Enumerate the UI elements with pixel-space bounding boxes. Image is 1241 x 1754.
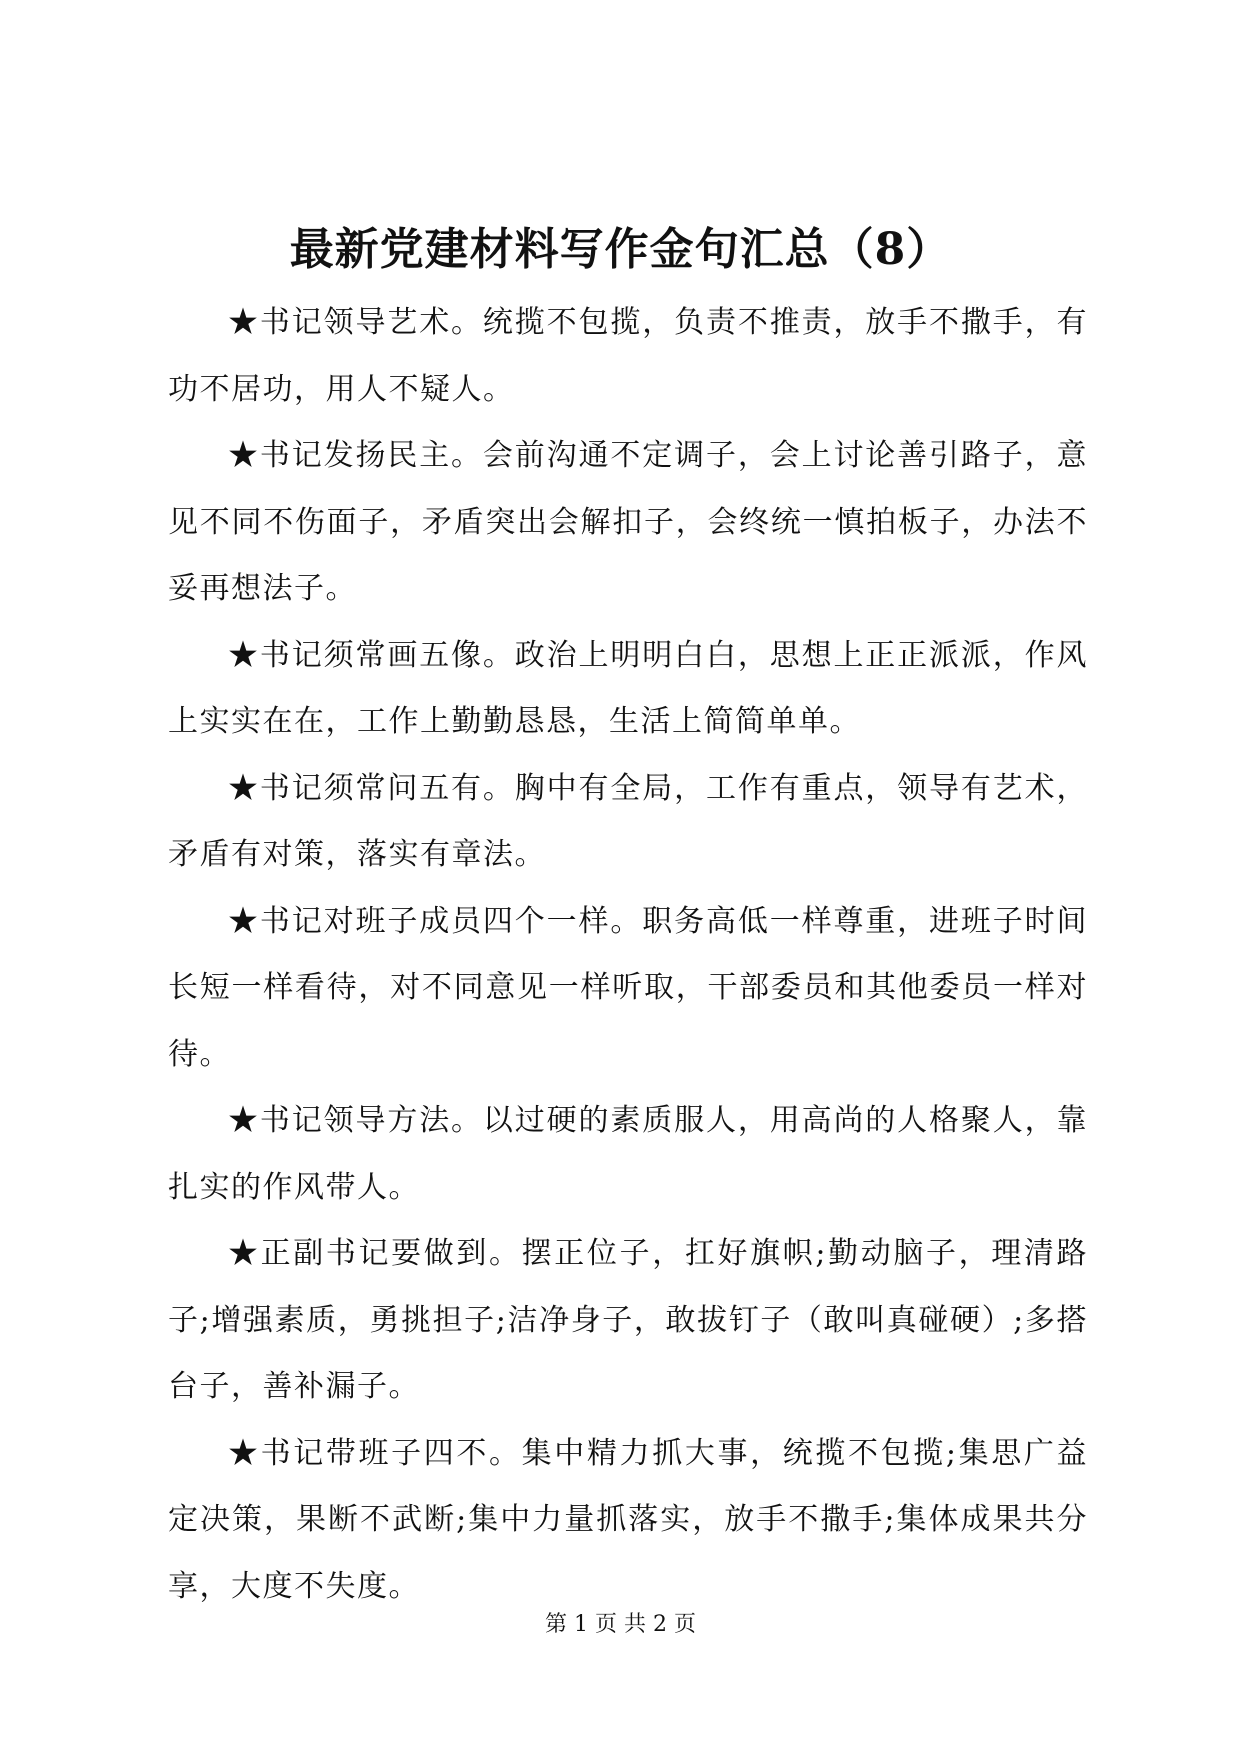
document-title: 最新党建材料写作金句汇总（8）	[289, 224, 952, 275]
paragraph: ★书记须常画五像。政治上明明白白，思想上正正派派，作风上实实在在，工作上勤勤恳恳，生活上简简单单。	[168, 637, 1088, 739]
page-footer: 第 1 页 共 2 页	[545, 1612, 696, 1637]
paragraph: ★书记须常问五有。胸中有全局，工作有重点，领导有艺术，矛盾有对策，落实有章法。	[168, 770, 1088, 872]
paragraph: ★书记对班子成员四个一样。职务高低一样尊重，进班子时间长短一样看待，对不同意见一样听取，干部委员和其他委员一样对待。	[168, 903, 1088, 1072]
paragraph: ★书记领导艺术。统揽不包揽，负责不推责，放手不撒手，有功不居功，用人不疑人。	[168, 305, 1088, 407]
paragraph: ★书记领导方法。以过硬的素质服人，用高尚的人格聚人，靠扎实的作风带人。	[168, 1103, 1088, 1205]
paragraph: ★正副书记要做到。摆正位子，扛好旗帜;勤动脑子，理清路子;增强素质，勇挑担子;洁净身子，敢拔钉子（敢叫真碰硬）;多搭台子，善补漏子。	[168, 1236, 1088, 1404]
document-body	[168, 290, 1088, 1620]
paragraph: ★书记发扬民主。会前沟通不定调子，会上讨论善引路子，意见不同不伤面子，矛盾突出会解扣子，会终统一慎拍板子，办法不妥再想法子。	[168, 438, 1088, 606]
paragraph: ★书记带班子四不。集中精力抓大事，统揽不包揽;集思广益定决策，果断不武断;集中力量抓落实，放手不撒手;集体成果共分享，大度不失度。	[168, 1435, 1088, 1604]
